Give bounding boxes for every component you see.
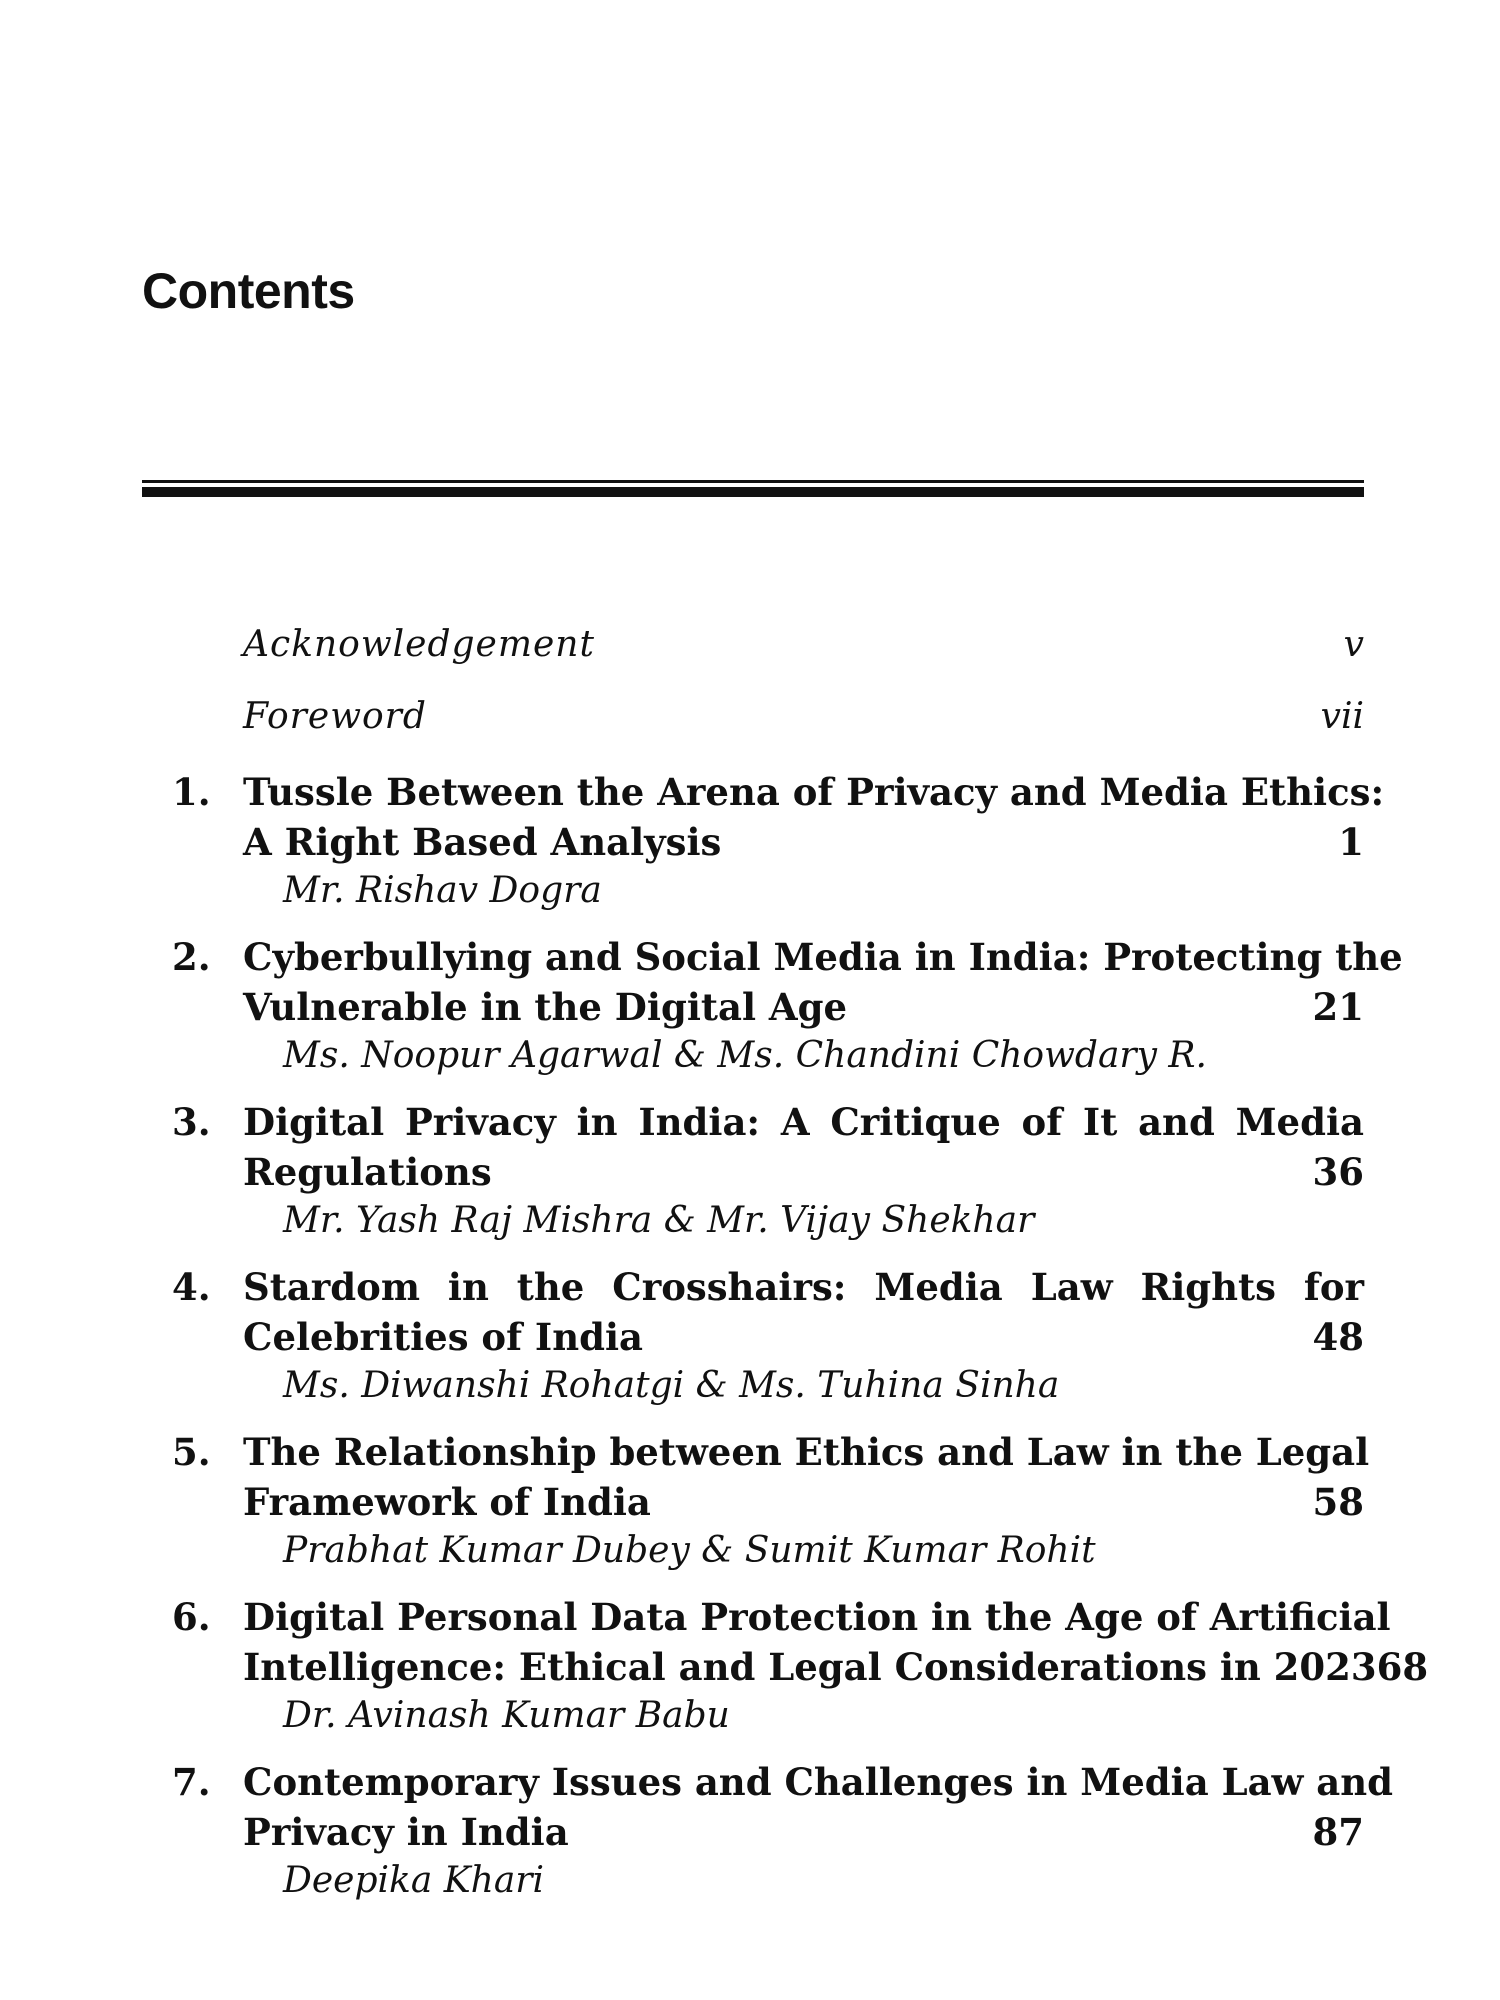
chapter-title-line-2 — [243, 1480, 1364, 1528]
title-rule-thin — [142, 480, 1364, 483]
chapter-title-line-1: Tussle Between the Arena of Privacy and Media Ethics: — [243, 770, 1385, 814]
chapter-number: 5. — [172, 1430, 211, 1474]
chapter-title-line-1: Digital Personal Data Protection in the Age of Artificial — [243, 1595, 1391, 1639]
chapter-title-line-2 — [243, 985, 1364, 1033]
chapter-authors: Mr. Rishav Dogra — [283, 870, 602, 911]
chapter-title-line-1: Contemporary Issues and Challenges in Media Law and — [243, 1760, 1394, 1804]
chapter-number: 3. — [172, 1100, 211, 1144]
chapter-title-line-2-text: Regulations — [243, 1150, 492, 1194]
chapter-authors: Ms. Noopur Agarwal & Ms. Chandini Chowdary R. — [283, 1035, 1207, 1076]
chapter-title-line-2 — [243, 1645, 1429, 1693]
chapter-page: 58 — [1312, 1480, 1364, 1524]
chapter-title-line-2-text: Framework of India — [243, 1480, 651, 1524]
chapter-authors: Ms. Diwanshi Rohatgi & Ms. Tuhina Sinha — [283, 1365, 1060, 1406]
toc-entry-page: v — [1343, 624, 1364, 665]
chapter-title-line-2-text: Intelligence: Ethical and Legal Considerations in 2023 — [243, 1645, 1377, 1689]
chapter-number: 7. — [172, 1760, 211, 1804]
chapter-number: 1. — [172, 770, 211, 814]
chapter-page: 36 — [1312, 1150, 1364, 1194]
chapter-page: 68 — [1376, 1645, 1429, 1689]
chapter-authors: Dr. Avinash Kumar Babu — [283, 1695, 730, 1736]
chapter-page: 21 — [1312, 985, 1364, 1029]
toc-entry-title: Foreword — [243, 696, 427, 737]
chapter-title-line-2 — [243, 820, 1364, 868]
toc-entry-acknowledgement[interactable] — [243, 624, 1364, 672]
page-title: Contents — [142, 263, 355, 319]
chapter-title-line-2 — [243, 1810, 1364, 1858]
toc-entry-page: vii — [1320, 696, 1364, 737]
chapter-authors: Mr. Yash Raj Mishra & Mr. Vijay Shekhar — [283, 1200, 1035, 1241]
chapter-title-line-2-text: Privacy in India — [243, 1810, 569, 1854]
chapter-number: 4. — [172, 1265, 211, 1309]
chapter-title-line-2 — [243, 1150, 1364, 1198]
chapter-page: 87 — [1312, 1810, 1364, 1854]
toc-entry-foreword[interactable] — [243, 696, 1364, 744]
chapter-title-line-1: The Relationship between Ethics and Law in the Legal — [243, 1430, 1370, 1474]
chapter-page: 1 — [1338, 820, 1364, 864]
chapter-title-line-2-text: A Right Based Analysis — [243, 820, 722, 864]
chapter-authors: Deepika Khari — [283, 1860, 545, 1901]
chapter-authors: Prabhat Kumar Dubey & Sumit Kumar Rohit — [283, 1530, 1096, 1571]
chapter-page: 48 — [1312, 1315, 1364, 1359]
chapter-title-line-1: Cyberbullying and Social Media in India: Protecting the — [243, 935, 1403, 979]
chapter-number: 6. — [172, 1595, 211, 1639]
chapter-title-line-2-text: Celebrities of India — [243, 1315, 643, 1359]
chapter-title-line-2 — [243, 1315, 1364, 1363]
title-rule-thick — [142, 487, 1364, 497]
chapter-title-line-2-text: Vulnerable in the Digital Age — [243, 985, 847, 1029]
chapter-title-line-1: Digital Privacy in India: A Critique of It and Media — [243, 1100, 1364, 1144]
chapter-title-line-1: Stardom in the Crosshairs: Media Law Rights for — [243, 1265, 1364, 1309]
toc-entry-title: Acknowledgement — [243, 624, 595, 665]
chapter-number: 2. — [172, 935, 211, 979]
